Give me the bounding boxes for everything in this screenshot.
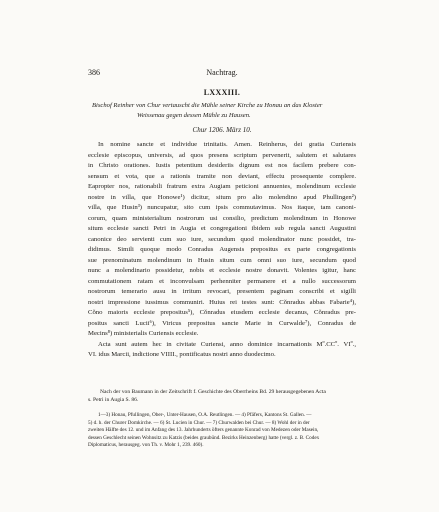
body-line: In nomine sancte et individue trinitatis. Amen. Reinherus, dei gratia Curiensis <box>98 141 356 148</box>
body-line: corum, quam ministerialium nostrorum usi consilio, predictum molendinum in Honowe <box>88 214 356 222</box>
source-line: Nach der von Baumann in der Zeitschrift f. Geschichte des Oberrheins Bd. 29 herausgegebenen Acta <box>100 389 326 395</box>
source-line: s. Petri in Augia S. 86. <box>88 397 139 403</box>
footnote-line: zweiten Hälfte des 12. und im Anfang des 13. Jahrhunderts öfters genannte Konrad von Medezen oder Masein, <box>88 427 319 434</box>
body-line: Mecins⁸) ministerialis Curiensis ecclesie. <box>88 330 199 337</box>
body-line: VI. idus Marcii, indictione VIIII., pontificatus nostri anno duodecimo. <box>88 351 276 358</box>
body-line: commutationem ratam et inconvulsam perhenniter permanere et a nullo successorum <box>88 277 356 285</box>
body-line: canonice deo servienti cum suo iure, secundum quod molendinator nunc possidet, tra- <box>88 235 356 243</box>
page-number: 386 <box>88 68 100 77</box>
body-line: ecclesie episcopus, universis, ad quos presens scriptum pervenerit, salutem et salutares <box>88 151 356 159</box>
document-number: LXXXIII. <box>203 88 241 97</box>
body-line: Acta sunt autem hec in civitate Curiensi, anno dominice incarnationis Mº.CCº. VIº., <box>98 340 356 348</box>
body-line: in Christo orationes. Iustis petentium desideriis dignum est nos facilem prebere con- <box>88 162 356 169</box>
body-line: Cŏno maioris ecclesie prepositus⁵), Cŏnradus eiusdem ecclesie decanus, Cŏnradus pre- <box>88 309 356 316</box>
document-heading <box>92 101 354 120</box>
running-title: Nachtrag. <box>206 68 238 77</box>
body-line: sensum et vota, que a rationis tramite non deviant, effectu prosequente complere. <box>88 172 356 180</box>
body-line: sue prenominatum molendinum in Husin situm cum omni suo iure, secundum quod <box>88 256 356 264</box>
body-line: positus sancti Lucii⁶), Viricus prepositus sancte Marie in Curwalde⁷), Conradus de <box>88 319 356 327</box>
body-line: nostre in villa, que Honowe¹) dicitur, situm pro alio molendino apud Phullingen²) <box>88 193 356 201</box>
dateline: Chur 1206. März 10. <box>192 126 252 134</box>
footnote-line: 5) d. h. der Churer Domkirche. — 6) St. Lucien in Chur. — 7) Churwalden bei Chur. — 8) Wohl der in der <box>88 419 310 426</box>
footnote-line: dessen Geschlecht seinen Wohnsitz zu Katzis (beides graubünd. Bezirks Heinzenberg) hatte (vergl. z. B. Codex <box>88 434 320 441</box>
footnote-line: Diplomaticus, herausgeg. von Th. v. Mohr 1, 239. 460). <box>88 442 204 449</box>
source-note <box>88 388 356 404</box>
body-line: Eapropter nos, rationabili fratrum extra Augiam peticioni annuentes, molendinum ecclesie <box>88 183 356 190</box>
footnote-line: 1—3) Honau, Pfullingen, Ober-, Unter-Hausen, O.A. Reutlingen. — 4) Pfäfers, Kantons St. Gallen. — <box>98 412 312 418</box>
body-line: nostri impressione iussimus communiri. Huius rei testes sunt: Cŏnradus abbas Fabarie⁴), <box>88 298 356 306</box>
body-line: situm ecclesie sancti Petri in Augia et congregationi ibidem sub regula sancti Augustini <box>88 225 356 232</box>
body-line: nunc a molendinario possidetur, nobis et ecclesie nostre donavit. Volentes igitur, hanc <box>88 267 356 274</box>
charter-text <box>88 140 356 361</box>
body-line: didimus. Simili quoque modo Conradus Augensis prepositus ex parte congregationis <box>88 246 356 253</box>
body-line: villa, que Husin³) nuncupatur, sito cum ipsis commutavimus. Nos itaque, tam canoni- <box>88 204 356 211</box>
heading-line-2: Weissenau gegen dessen Mühle zu Hausen. <box>137 111 251 119</box>
heading-line-1: Bischof Reinher von Chur vertauscht die Mühle seiner Kirche zu Honau an das Kloster <box>92 102 323 109</box>
body-line: nostrorum temerario ausu in irritum revocari, presentem paginam conscribi et sigilli <box>88 288 356 295</box>
footnotes <box>88 412 356 450</box>
